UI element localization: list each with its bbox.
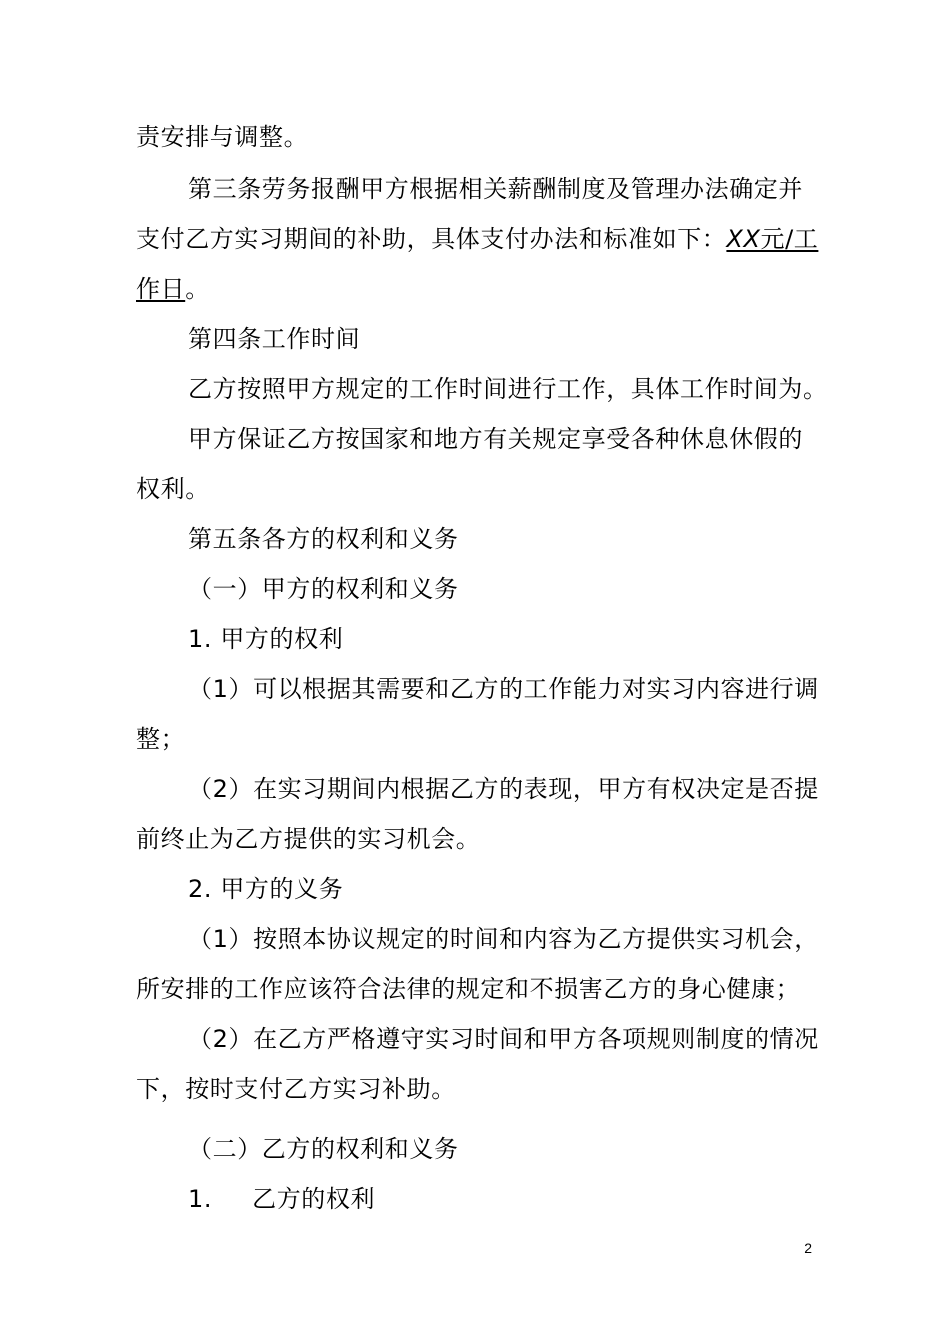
section-heading: （二）乙方的权利和义务 <box>188 1135 459 1163</box>
text-line: 前终止为乙方提供的实习机会。 <box>136 825 481 853</box>
page-number: 2 <box>804 1240 812 1256</box>
text-span: 乙方的权利 <box>252 1185 376 1213</box>
text-span: 支付乙方实习期间的补助，具体支付办法和标准如下： <box>136 225 727 253</box>
section-heading: （一）甲方的权利和义务 <box>188 575 459 603</box>
text-line: 所安排的工作应该符合法律的规定和不损害乙方的身心健康； <box>136 975 801 1003</box>
list-number: 1. <box>188 1185 213 1213</box>
article-3-heading: 第三条劳务报酬甲方根据相关薪酬制度及管理办法确定并 <box>188 175 803 203</box>
amount-unit: 元/工 <box>760 225 819 253</box>
text-line <box>136 224 818 254</box>
subsection-heading: 2. 甲方的义务 <box>188 875 344 903</box>
article-4-heading: 第四条工作时间 <box>188 325 361 353</box>
text-line: 甲方保证乙方按国家和地方有关规定享受各种休息休假的 <box>188 425 803 453</box>
text-line: 权利。 <box>136 475 210 503</box>
text-line: 责安排与调整。 <box>136 123 309 151</box>
subsection-heading: 1. 甲方的权利 <box>188 625 344 653</box>
text-line: 下，按时支付乙方实习补助。 <box>136 1075 456 1103</box>
text-line: （1）按照本协议规定的时间和内容为乙方提供实习机会， <box>188 925 819 953</box>
amount-unit-cont: 作日 <box>136 275 186 303</box>
text-line: 整； <box>136 725 186 753</box>
text-line: （2）在乙方严格遵守实习时间和甲方各项规则制度的情况 <box>188 1025 819 1053</box>
amount-placeholder: XX <box>726 225 761 253</box>
article-5-heading: 第五条各方的权利和义务 <box>188 525 459 553</box>
text-line: （1）可以根据其需要和乙方的工作能力对实习内容进行调 <box>188 675 819 703</box>
subsection-heading <box>188 1184 375 1214</box>
text-line <box>136 274 210 304</box>
text-line: （2）在实习期间内根据乙方的表现，甲方有权决定是否提 <box>188 775 819 803</box>
text-span: 。 <box>185 275 210 303</box>
text-line: 乙方按照甲方规定的工作时间进行工作，具体工作时间为。 <box>188 375 828 403</box>
